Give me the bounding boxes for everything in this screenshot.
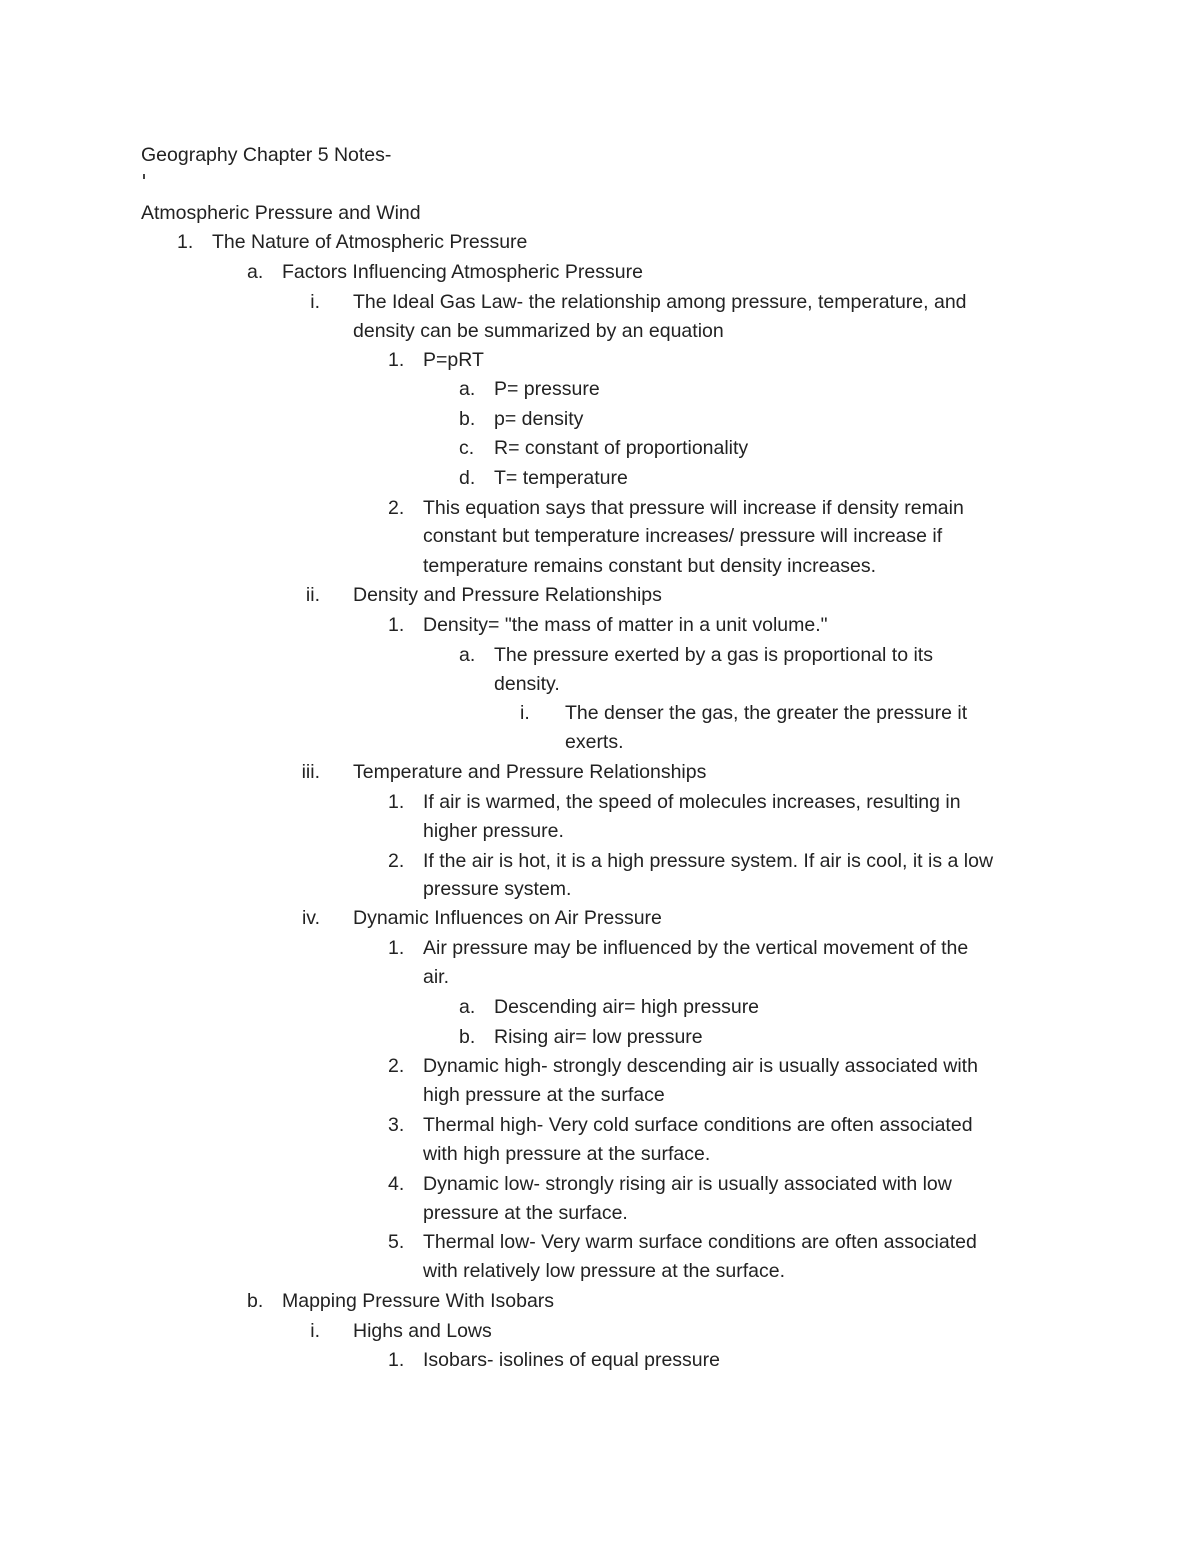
stray-mark [143,174,145,179]
document-page: Geography Chapter 5 Notes- Atmospheric Pressure and Wind 1. The Nature of Atmospheric Pressure a. Factors Influencing Atmospheric Pressure i. The Ideal Gas Law- the relationship among pressure, temperature, and density can be summarized by an equation 1. P=pRT a. P= pressure b. p= density c. R= constant of proportionality d. T= temperature 2. This equation says that pressure will increase if density remain constant but temperature increases/ pressure will increase if temperature remains constant but density increases. ii. Density and Pressure Relationships 1. Density= "the mass of matter in a unit volume." a. The pressure exerted by a gas is proportional to its density. i. The denser the gas, the greater the pressure it exerts. iii. Temperature and Pressure Relationships 1. If air is warmed, the speed of molecules increases, resulting in higher pressure. 2. If the air is hot, it is a high pressure system. If air is cool, it is a low pressure system. iv. Dynamic Influences on Air Pressure 1. Air pressure may be influenced by the vertical movement of the air. a. Descending air= high pressure b. Rising air= low pressure 2. Dynamic high- strongly descending air is usually associated with high pressure at the surface 3. Thermal high- Very cold surface conditions are often associated with high pressure at the surface. 4. Dynamic low- strongly rising air is usually associated with low pressure at the surface. 5. Thermal low- Very warm surface conditions are often associated with relatively low pressure at the surface. b. Mapping Pressure With Isobars i. Highs and Lows 1. Isobars- isolines of equal pressure [141,144,994,1371]
